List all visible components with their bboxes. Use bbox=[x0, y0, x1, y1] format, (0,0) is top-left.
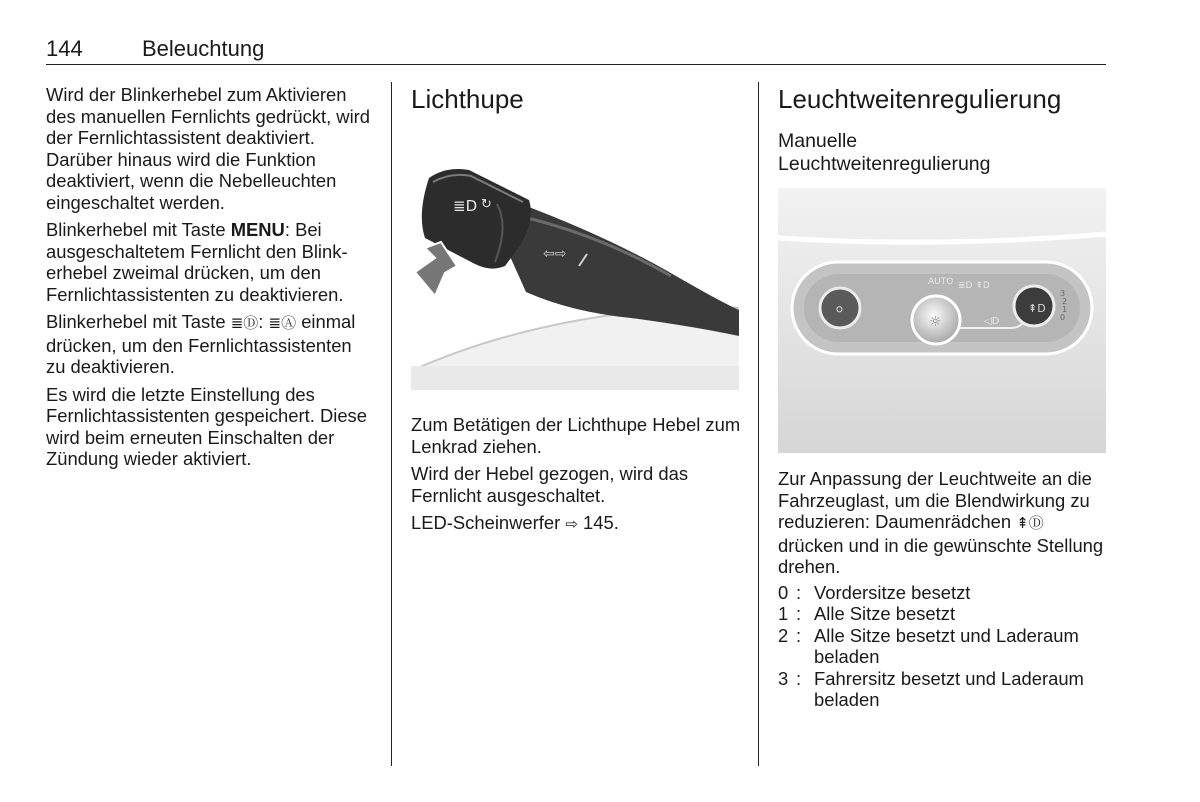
page-number: 144 bbox=[46, 36, 83, 61]
list-separator: : bbox=[796, 603, 802, 624]
svg-text:◁D: ◁D bbox=[984, 316, 1000, 327]
list-item bbox=[778, 625, 1108, 668]
paragraph bbox=[46, 219, 376, 305]
list-item bbox=[778, 603, 1108, 625]
turn-signal-icon: ⇦⇨ bbox=[543, 246, 567, 262]
column-left bbox=[46, 84, 376, 476]
sun-icon: ☼ bbox=[929, 314, 942, 330]
list-separator: : bbox=[796, 581, 802, 603]
text: Zur Anpassung der Leuchtweite an die Fahrzeuglast, um die Blendwirkung zu reduzieren: Daumenrädchen bbox=[778, 468, 1092, 532]
high-beam-icon: ≣D bbox=[453, 197, 478, 215]
list-separator: : bbox=[796, 624, 802, 646]
headlight-flasher-figure bbox=[411, 126, 739, 391]
list-text: Fahrersitz besetzt und Laderaum beladen bbox=[814, 667, 1084, 710]
svg-text:2: 2 bbox=[1062, 297, 1068, 306]
list-key: 3 bbox=[778, 667, 789, 689]
paragraph bbox=[46, 311, 376, 378]
fog-light-icon: ⚪ bbox=[834, 303, 845, 318]
list-item bbox=[778, 668, 1108, 711]
section-heading: Leuchtweitenregulierung bbox=[778, 84, 1062, 114]
text: : bbox=[258, 311, 269, 332]
chapter-title: Beleuchtung bbox=[142, 36, 265, 61]
svg-text:3: 3 bbox=[1060, 289, 1066, 298]
subsection-heading bbox=[778, 130, 1108, 176]
headlight-range-icon: ⇞D bbox=[1028, 302, 1046, 315]
text: drücken und in die gewünschte Stellung drehen. bbox=[778, 534, 1104, 577]
text: : Bei ausgeschaltetem Fernlicht den Blinkerhebel zweimal drücken, um den Fernlichtassistenten zu deaktivieren. bbox=[46, 219, 348, 305]
list-key: 0 bbox=[778, 581, 789, 603]
svg-text:0: 0 bbox=[1060, 313, 1066, 322]
position-list bbox=[778, 582, 1108, 711]
text: LED-Scheinwerfer bbox=[411, 512, 566, 533]
svg-text:↻: ↻ bbox=[481, 197, 492, 212]
svg-text:≣D ⇞D: ≣D ⇞D bbox=[958, 281, 990, 291]
text: Blinkerhebel mit Taste bbox=[46, 311, 231, 332]
menu-key-label: MENU bbox=[230, 219, 285, 240]
subheading-line: Manuelle bbox=[778, 130, 858, 152]
subheading-line: Leuchtweitenregulierung bbox=[778, 153, 991, 175]
column-divider bbox=[391, 82, 392, 766]
list-key: 1 bbox=[778, 603, 789, 624]
section-heading: Lichthupe bbox=[411, 84, 524, 114]
list-item bbox=[778, 582, 1108, 604]
paragraph bbox=[778, 468, 1108, 578]
page-reference-icon: ⇨ bbox=[565, 516, 578, 533]
headlight-range-icon: ⇞Ⓓ bbox=[1016, 515, 1044, 532]
paragraph: Es wird die letzte Einstellung des Fernlichtassistenten gespeichert. Diese wird beim erneuten Einschalten der Zündung wieder aktiviert. bbox=[46, 383, 367, 469]
paragraph: Wird der Hebel gezogen, wird das Fernlicht ausgeschaltet. bbox=[411, 463, 689, 506]
page-header bbox=[46, 36, 1106, 65]
list-text: Alle Sitze besetzt bbox=[814, 603, 956, 624]
high-beam-button-icon: ≣Ⓓ bbox=[230, 315, 259, 332]
list-separator: : bbox=[796, 667, 802, 689]
text: einmal drücken, um den Fernlichtassistenten zu deaktivieren. bbox=[46, 311, 356, 377]
list-text: Vordersitze besetzt bbox=[814, 581, 971, 603]
column-middle bbox=[411, 84, 741, 542]
column-right bbox=[778, 84, 1108, 711]
column-divider bbox=[758, 82, 759, 766]
paragraph: Zum Betätigen der Lichthupe Hebel zum Lenkrad ziehen. bbox=[411, 414, 741, 457]
list-text: Alle Sitze besetzt und Laderaum beladen bbox=[814, 624, 1079, 667]
svg-text:1: 1 bbox=[1062, 305, 1068, 314]
headlight-range-control-figure bbox=[778, 188, 1106, 453]
list-key: 2 bbox=[778, 624, 789, 646]
text: Blinkerhebel mit Taste bbox=[46, 219, 231, 240]
high-beam-assist-icon: ≣Ⓐ bbox=[268, 315, 297, 332]
paragraph bbox=[411, 512, 741, 536]
auto-label: AUTO bbox=[928, 277, 954, 287]
paragraph: Wird der Blinkerhebel zum Aktivieren des manuellen Fernlichts gedrückt, wird der Fernlichtassistent deaktiviert. Darüber hinaus wird die Funktion deaktiviert, wenn die Nebelleuchten eingeschaltet werden. bbox=[46, 84, 371, 213]
page-reference: 145. bbox=[577, 512, 619, 533]
